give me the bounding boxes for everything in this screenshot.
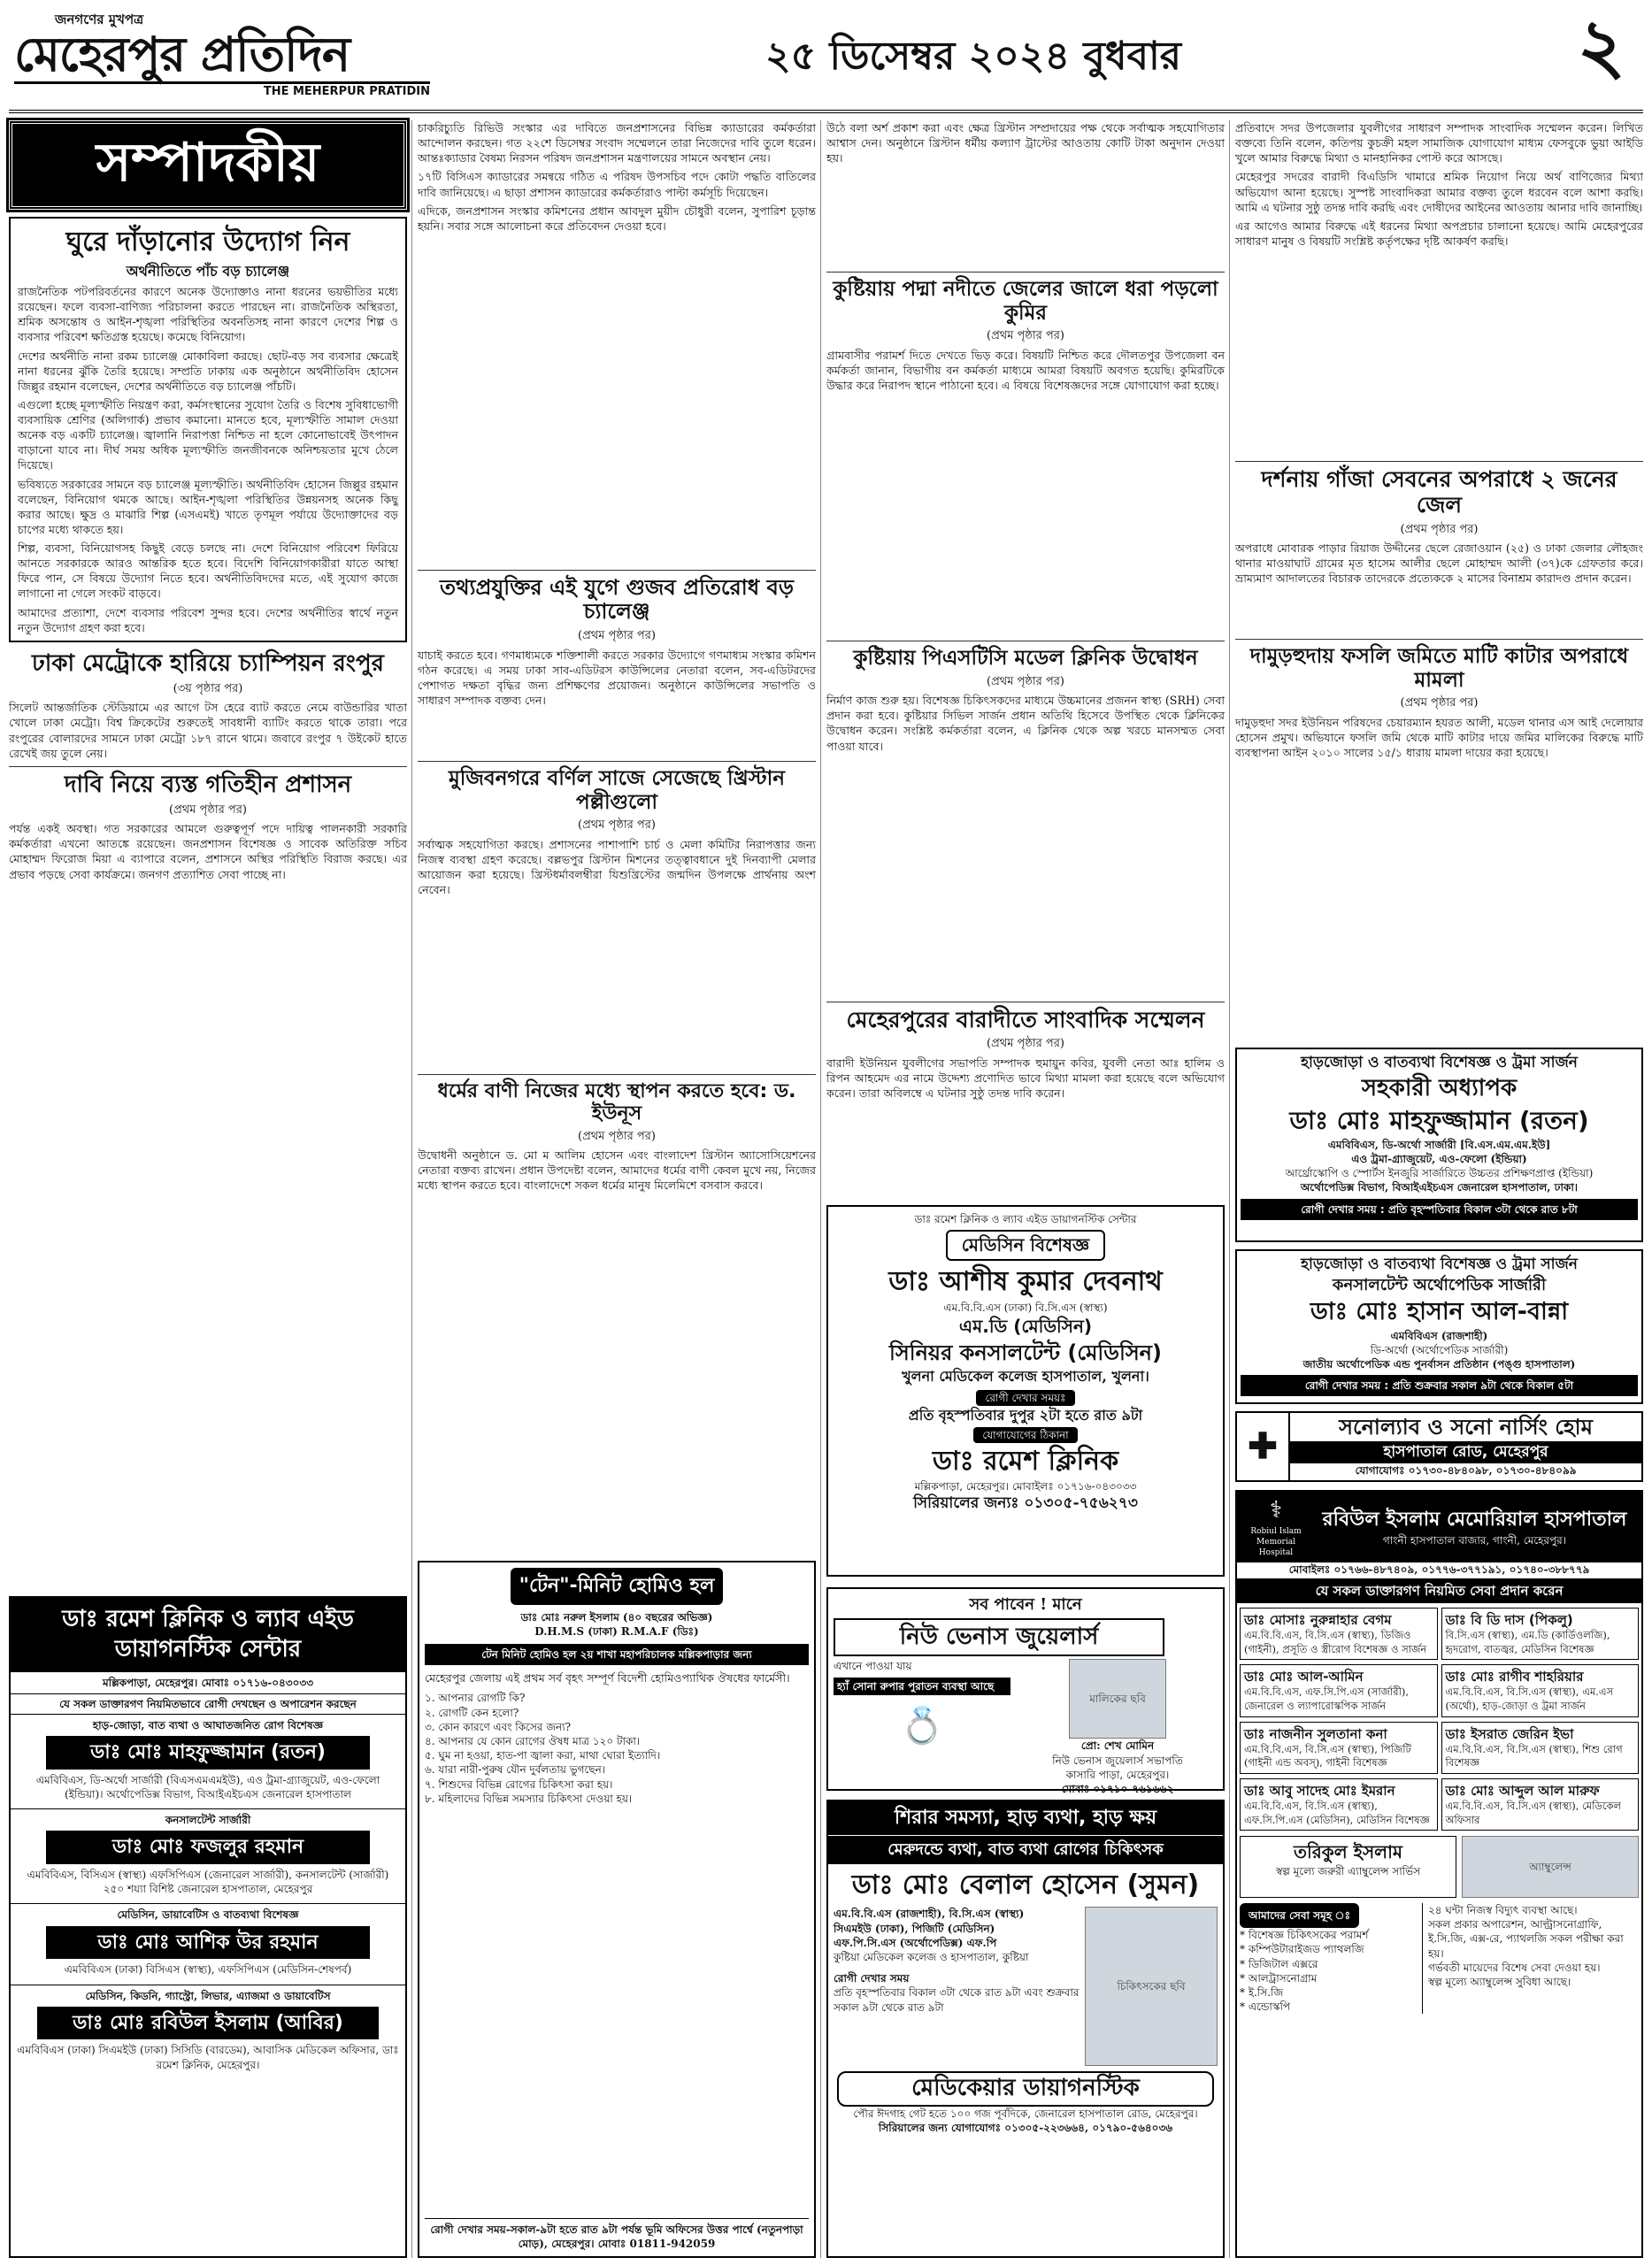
doctor-degree: এম.বি.বি.এস, বি.সি.এস (স্বাস্থ্য), এফ.সি.পি.এস (মেডিসিন), মেডিসিন বিশেষজ্ঞ [1244, 1800, 1430, 1826]
ad-name: সনোল্যাব ও সনো নার্সিং হোম [1339, 1415, 1593, 1440]
owner-photo: মালিকের ছবি [1069, 1659, 1166, 1739]
services-label: আমাদের সেবা সমূহ ঃ [1240, 1903, 1359, 1928]
doctor-name: ডাঃ মোঃ মাহফুজ্জামান (রতন) [46, 1736, 370, 1770]
ad-question-item: ৪. আপনার যে কোন রোগের ঔষধ মাত্র ১২০ টাকা। [425, 1734, 641, 1747]
doctor-name: ডাঃ মোঃ আশিক উর রহমান [46, 1926, 370, 1960]
doctor-card [1441, 1722, 1640, 1774]
doctor-degree: এমবিবিএস, বিসিএস (স্বাস্থ্য) এফসিপিএস (জেনারেল সার্জারী), কনসালটেন্ট (সার্জারী) ২৫০ শয্যা বিশিষ্ট জেনারেল হাসপাতাল, মেহেরপুর [27, 1869, 389, 1896]
doctor-name: ডাঃ নাজনীন সুলতানা কনা [1244, 1725, 1387, 1742]
editorial-banner: সম্পাদকীয় [9, 120, 407, 210]
service-note: গর্ভবতী মায়েদের বিশেষ সেবা দেওয়া হয়। [1428, 1961, 1601, 1974]
hospital-address: গাংনী হাসপাতাল বাজার, গাংনী, মেহেরপুর। [1382, 1533, 1567, 1547]
doctor-card [1240, 1608, 1438, 1660]
ad-line: হ্যাঁ সোনা রুপার পুরাতন ব্যবস্থা আছে [834, 1678, 1010, 1695]
doctor-degree: এম.বি.বি.এস, বি.সি.এস (স্বাস্থ্য), পিজিটি (গাইনী এন্ড অবস্), গাইনী বিশেষজ্ঞ [1244, 1742, 1411, 1770]
doctor-degree: এমবিবিএস (ঢাকা) বিসিএস (স্বাস্থ্য), এফসিপিএস (মেডিসিন-শেষপর্ব) [64, 1963, 352, 1977]
story-body-cadre: এদিকে, জনপ্রশাসন সংস্কার কমিশনের প্রধান আবদুল মুয়ীদ চৌধুরী বলেন, সুপারিশ চূড়ান্ত হয়নি। সবার সঙ্গে আলোচনা করে প্রতিবেদন দেওয়া হবে। [418, 203, 816, 233]
continued-note: (প্রথম পৃষ্ঠার পর) [1400, 522, 1479, 536]
ad-question-item: ৬. যারা নারী-পুরুষ যৌন দুর্বলতায় ভুগছেন। [425, 1763, 606, 1777]
story-body-admin: পর্যন্ত একই অবস্থা। গত সরকারের আমলে গুরুত্বপূর্ণ পদে দায়িত্ব পালনকারী সরকারি কর্মকর্তারা এখনো আতঙ্কে রয়েছেন। জনপ্রশাসন বিশেষজ্ঞ ও সাবেক অতিরিক্ত সচিব মোহাম্মদ ফিরোজ মিয়া এ ব্যাপারে বলেন, প্রশাসনে অস্থির পরিস্থিতি বিরাজ করছে। এর প্রভাব পড়ছে সেবা কার্যক্রমে। জনগণ প্রত্যাশিত সেবা পাচ্ছে না। [9, 822, 407, 881]
service-item: * ডিজিটাল এক্সরে [1240, 1957, 1318, 1970]
doctor-card [1441, 1664, 1640, 1716]
clinic-name: ডাঃ রমেশ ক্লিনিক [932, 1445, 1119, 1477]
ad-footer: রোগী দেখার সময়-সকাল-৯টা হতে রাত ৯টা পর্যন্ত ভূমি অফিসের উত্তর পার্শ্বে (নতুনপাড়া মোড়), মেহেরপুর। মোবাঃ 01811-942059 [425, 2218, 809, 2251]
doctor-degree: অর্থোপেডিক্স বিভাগ, বিআইএইচএস জেনারেল হাসপাতাল, ঢাকা। [1300, 1181, 1579, 1194]
doctor-name: ডাঃ মোঃ বেলাল হোসেন (সুমন) [851, 1869, 1200, 1900]
ad-robiul-hospital [1235, 1490, 1643, 2258]
editorial-paragraph: এগুলো হচ্ছে মূল্যস্ফীতি নিয়ন্ত্রণ করা, কর্মসংস্থানের সুযোগ তৈরি ও বিশেষ সুবিধাভোগী ব্যবসায়িক শ্রেণির (অলিগার্ক) প্রভাব কমানো। মানতে হবে, মূল্যস্ফীতি সামাল দেওয়া অনেক বড় একটি চ্যালেঞ্জ। জ্বালানি নিরাপত্তা নিশ্চিত না হলে কোনোভাবেই উৎপাদন বাড়ানো যাবে না। দীর্ঘ সময় অধিক মূল্যস্ফীতি জনজীবনকে অনিশ্চয়তার মুখে ঠেলে দিয়েছে। [18, 397, 398, 472]
doctor-degree: এম.বি.বি.এস, এফ.সি.পি.এস (সার্জারী), জেনারেল ও ল্যাপারোস্কপিক সার্জন [1244, 1685, 1410, 1712]
ad-bone-doctor [826, 1800, 1225, 2258]
ad-top: হাড়জোড়া ও বাতব্যথা বিশেষজ্ঞ ও ট্রমা সার্জন [1301, 1255, 1578, 1273]
editorial-paragraph: ভবিষ্যতে সরকারের সামনে বড় চ্যালেঞ্জ মূল্যস্ফীতি। অর্থনীতিবিদ হোসেন জিল্লুর রহমান বলেছেন, বিনিয়োগ থমকে আছে। আইন-শৃঙ্খলা পরিস্থিতির উন্নয়নসহ অনেক কিছু করার আছে। ক্ষুদ্র ও মাঝারি শিল্প (এসএমই) খাতে তৃণমূল পর্যায়ে উদ্যোক্তাদের বড় চাপের মধ্যে থাকতে হয়। [18, 477, 398, 536]
editorial-paragraph: রাজনৈতিক পটপরিবর্তনের কারণে অনেক উদ্যোক্তাও নানা ধরনের ভয়ভীতির মধ্যে রয়েছেন। ফলে ব্যবসা-বাণিজ্য পরিচালনা করতে পারছেন না। রাজনৈতিক অস্থিরতা, শ্রমিক অসন্তোষ ও আইন-শৃঙ্খলা পরিস্থিতির অবনতিসহ নানা কারণে দেশের শিল্প ও ব্যবসার পরিবেশ ক্ষতিগ্রস্ত হয়েছে। কমেছে বিনিয়োগ। [18, 285, 398, 344]
ad-top: হাড়জোড়া ও বাতব্যথা বিশেষজ্ঞ ও ট্রমা সার্জন [1301, 1054, 1578, 1071]
service-note: সকল প্রকার অপারেশন, আল্ট্রাসনোগ্রাফি, ই.সি.জি, এক্স-রে, প্যাথলজি সকল পরীক্ষা করা হয়। [1428, 1918, 1624, 1960]
masthead-tagline: জনগণের মুখপত্র [55, 12, 144, 27]
doctor-degree: এম.বি.বি.এস, বি.সি.এস (স্বাস্থ্য), শিশু রোগ বিশেষজ্ঞ [1445, 1742, 1623, 1770]
ad-top: শিরার সমস্যা, হাড় ব্যথা, হাড় ক্ষয় [828, 1801, 1223, 1835]
story-body-top: উঠে বলা অর্শ প্রকাশ করা এবং ক্ষেত্র খ্রিস্টান সম্প্রদায়ের পক্ষ থেকে সর্বাত্মক সহযোগিতার আশ্বাস দেন। অনুষ্ঠানে খ্রিস্টান ধর্মীয় কল্যাণ ট্রাস্টের আওতায় কোটি টাকা অনুদান দেওয়া হয়। [826, 121, 1225, 165]
service-item: * কম্পিউটারাইজড প্যাথলজি [1240, 1943, 1364, 1956]
doctor-card [1240, 1664, 1438, 1716]
doctor-specialty: মেডিসিন, ডায়াবেটিস ও বাতব্যথা বিশেষজ্ঞ [11, 1903, 405, 1922]
ad-specialty: মেডিসিন বিশেষজ্ঞ [946, 1230, 1105, 1261]
doctor-name: ডাঃ আবু সাদেহ মোঃ ইমরান [1244, 1782, 1395, 1799]
services-notes [1422, 1903, 1639, 2014]
ad-ramesh-clinic [9, 1596, 407, 2258]
story-body-cadre: ১৭টি বিসিএস ক্যাডারের সমন্বয়ে গঠিত এ পরিষদ উপসচিব পদে কোটা পদ্ধতি বাতিলের দাবি জানিয়েছে। এ ছাড়া প্রশাসন ক্যাডারের কর্মকর্তারাও পাল্টা কর্মসূচি দিয়েছেন। [418, 170, 816, 199]
column-2 [418, 120, 816, 2258]
doctor-specialty: হাড়-জোড়া, বাত ব্যথা ও আঘাতজনিত রোগ বিশেষজ্ঞ [92, 1718, 324, 1731]
doctor-card [1240, 1778, 1438, 1831]
service-note: ২৪ ঘন্টা নিজস্ব বিদ্যুৎ ব্যবস্থা আছে। [1428, 1904, 1578, 1917]
headline-crocodile: কুষ্টিয়ায় পদ্মা নদীতে জেলের জালে ধরা পড়লো কুমির [833, 278, 1218, 325]
owner-role: নিউ ভেনাস জুয়েলার্স সভাপতি [1052, 1754, 1183, 1767]
contact-label: যোগাযোগের ঠিকানা [973, 1427, 1077, 1443]
doctor-name: ডাঃ মোঃ রবিউল ইসলাম (আবির) [37, 2007, 379, 2040]
story-body-accusation: মেহেরপুর সদরের বারাদী বিএডিসি খামারে শ্রমিক নিয়োগ নিয়ে অর্থ বাণিজ্যের মিথ্যা অভিযোগ আনা হয়েছে। সুস্পষ্ট সাংবাদিকরা আমার বক্তব্য তুলে ধরবেন বলে আশা করছি। আমি এ ঘটনার সুষ্ঠু তদন্ত দাবি করছি এবং দোষীদের আইনের আওতায় আনার দাবি জানাচ্ছি। [1235, 170, 1643, 214]
newspaper-english-name: THE MEHERPUR PRATIDIN [263, 84, 430, 98]
doctor-name: ডাঃ মোঃ হাসান আল-বান্না [1310, 1298, 1569, 1326]
headline-christmas: মুজিবনগরে বর্ণিল সাজে সেজেছে খ্রিস্টান পল্লীগুলো [448, 767, 786, 814]
doctor-name: ডাঃ মোঃ আব্দুল আল মারুফ [1445, 1782, 1600, 1799]
ad-tagline: সব পাবেন ! মানে [969, 1595, 1082, 1614]
doctor-card [1441, 1608, 1640, 1660]
doctor-degree: এমবিবিএস, ডি-অর্থো সার্জারী (বিএসএমএমইউ), এও ট্রমা-গ্র্যাজুয়েট, এও-ফেলো (ইন্ডিয়া)। অর্থোপেডিক্স বিভাগ, বিআইএইচএস জেনারেল হাসপাতাল [35, 1773, 380, 1801]
time-label: রোগী দেখার সময়ঃ [976, 1390, 1074, 1406]
doctor-card [1441, 1778, 1640, 1831]
continued-note: (প্রথম পৃষ্ঠার পর) [987, 329, 1064, 343]
ambulance-image: অ্যাম্বুলেন্স [1462, 1836, 1639, 1898]
ad-doctor: ডাঃ মোঃ নরুল ইসলাম (৪০ বছরের অভিজ্ঞ) [520, 1610, 713, 1624]
hospital-phone: মোবাইলঃ ০১৭৬৬-৪৮৭৪০৯, ০১৭৭৬-৩৭৭১৯১, ০১৭৪০-৩৮৮৭৭৯ [1288, 1562, 1590, 1576]
serial-phone: সিরিয়ালের জন্যঃ ০১৩০৫-৭৫৬২৭৩ [913, 1494, 1138, 1513]
ad-question-item: ৫. ঘুম না হওয়া, হাত-পা জ্বালা করা, মাথা ঘোরা ইত্যাদি। [425, 1749, 661, 1762]
ad-lead: ডাঃ রমেশ ক্লিনিক ও ল্যাব এইড ডায়াগনস্টিক সেন্টার [914, 1213, 1137, 1225]
owner-name: প্রো: শেখ মোমিন [1080, 1739, 1155, 1753]
story-body-christmas: সর্বাত্মক সহযোগিতা করছে। প্রশাসনের পাশাপাশি চার্চ ও মেলা কমিটির নিরাপত্তার জন্য নিজস্ব ব্যবস্থা গ্রহণ করেছে। বল্লভপুর খ্রিস্টান মিশনের তত্ত্বাবধানে দুই দিনব্যাপী মেলার আয়োজন করা হয়েছে। খ্রিস্টধর্মাবলম্বীরা যিশুখ্রিস্টের জন্মদিন উপলক্ষে প্রার্থনায় অংশ নেবেন। [418, 837, 816, 896]
service-item: * ই.সি.জি [1240, 1986, 1284, 2000]
doctor-role: সিনিয়র কনসালটেন্ট (মেডিসিন) [889, 1340, 1162, 1365]
doctor-degree: এমবিবিএস (রাজশাহী) [1390, 1329, 1488, 1342]
ad-title: ডাঃ রমেশ ক্লিনিক ও ল্যাব এইড ডায়াগনস্টিক সেন্টার [11, 1598, 405, 1672]
ad-phone: যোগাযোগঃ ০১৭৩০-৪৮৪০৯৮, ০১৭৩০-৪৮৪০৯৯ [1355, 1464, 1577, 1478]
editorial-paragraph: শিল্প, ব্যবসা, বিনিয়োগসহ কিছুই বেড়ে চলছে না। দেশে বিনিয়োগ পরিবেশ ফিরিয়ে আনতে সরকারকে আরও আন্তরিক হতে হবে। বিদেশি বিনিয়োগকারীরা যাতে আস্থা ফিরে পান, সে বিষয়ে উদ্যোগ নিতে হবে। অর্থনীতিবিদদের মতে, এই সুযোগ কাজে লাগানো না গেলে সংকট বাড়বে। [18, 541, 398, 601]
time-label: রোগী দেখার সময় [834, 1972, 910, 1985]
ad-homeo-hall [418, 1561, 816, 2258]
visit-time: রোগী দেখার সময় : প্রতি শুক্রবার সকাল ৯টা থেকে বিকাল ৫টা [1241, 1375, 1638, 1396]
story-body-crocodile: গ্রামবাসীর পরামর্শ দিতে দেখতে ভিড় করে। বিষয়টি নিশ্চিত করে দৌলতপুর উপজেলা বন কর্মকর্তা জানান, বিভাগীয় বন কর্মকর্তা মাধ্যমে আমরা বিষয়টি অবগত হয়েছি। কুমিরটিকে উদ্ধার করে নিরাপদ স্থানে পাঠানো হবে। এ বিষয়ে বিশেষজ্ঞদের সঙ্গে যোগাযোগ করা হচ্ছে। [826, 348, 1225, 393]
headline-soil: দামুড়হুদায় ফসলি জমিতে মাটি কাটার অপরাধে মামলা [1249, 645, 1629, 692]
editorial-subhead: অর্থনীতিতে পাঁচ বড় চ্যালেঞ্জ [126, 262, 290, 280]
headline-press: মেহেরপুরের বারাদীতে সাংবাদিক সম্মেলন [846, 1006, 1205, 1033]
page-number: ২ [1577, 3, 1625, 89]
ad-title: সহকারী অধ্যাপক [1361, 1074, 1518, 1102]
ad-title: কনসালটেন্ট অর্থোপেডিক সার্জারী [1332, 1275, 1547, 1294]
center-name: মেডিকেয়ার ডায়াগনস্টিক [837, 2071, 1214, 2106]
services-list [1240, 1928, 1417, 2014]
story-body-accusation: এর আগেও আমার বিরুদ্ধে এই ধরনের মিথ্যা অপপ্রচার চালানো হয়েছে। আমি মেহেরপুরের সাধারণ মানুষ ও বিষয়টি সংশ্লিষ্ট কর্তৃপক্ষের দৃষ্টি আকর্ষণ করছি। [1235, 219, 1643, 248]
headline-rumor: তথ্যপ্রযুক্তির এই যুগে গুজব প্রতিরোধ বড় চ্যালেঞ্জ [440, 574, 794, 625]
clinic-address: মল্লিকপাড়া, মেহেরপুর। মোবাইলঃ ০১৭১৬-০৪৩০৩৩ [914, 1480, 1137, 1493]
ad-address: মল্লিকপাড়া, মেহেরপুর। মোবাঃ ০১৭১৬-০৪৩০৩৩ [102, 1676, 314, 1689]
ad-address: হাসপাতাল রোড, মেহেরপুর [1290, 1441, 1641, 1463]
doctor-degree: এফ.পি.সি.এস (অর্থোপেডিক্স) এফ.পি [834, 1936, 997, 1949]
story-body-press: বারাদী ইউনিয়ন যুবলীগের সভাপতি সম্পাদক হুমায়ুন কবির, যুবলী নেতা আঃ হালিম ও রিপন আহমেদ এর নামে উদ্দেশ্য প্রণোদিত ভাবে মিথ্যা মামলা করা হয়েছে বলে অভিযোগ করেন। তারা অবিলম্বে এ ঘটনার সুষ্ঠু তদন্ত দাবি করেন। [826, 1056, 1225, 1101]
headline-ganja: দর্শনায় গাঁজা সেবনের অপরাধে ২ জনের জেল [1261, 466, 1617, 518]
ad-intro: মেহেরপুর জেলায় এই প্রথম সর্ব বৃহৎ সম্পূর্ণ বিদেশী হোমিওপ্যাথিক ঔষধের ফার্মেসী। [425, 1671, 790, 1685]
doctor-degree: এম.বি.বি.এস (রাজশাহী), বি.সি.এস (স্বাস্থ্য) [834, 1908, 1025, 1921]
story-body-cadre: চাকরিচ্যুতি রিভিউ সংস্কার এর দাবিতে জনপ্রশাসনের বিভিন্ন ক্যাডারের কর্মকর্তারা আন্দোলন করছেন। গত ২২শে ডিসেম্বর সংবাদ সম্মেলনে তারা নিজেদের দাবি তুলে ধরেন। আন্তঃক্যাডার বৈষম্য নিরসন পরিষদ জনপ্রশাসন মন্ত্রণালয়ের সামনে অবস্থান নেয়। [418, 121, 816, 165]
ad-question-list [425, 1691, 809, 1806]
visit-time: প্রতি বৃহস্পতিবার বিকাল ৩টা থেকে রাত ৯টা এবং শুক্রবার সকাল ৯টা থেকে রাত ৯টা [834, 1986, 1080, 2014]
doctor-degree: এম.বি.বি.এস, বি.সি.এস (স্বাস্থ্য), ডিজিও (গাইনী), প্রসূতি ও স্ত্রীরোগ বিশেষজ্ঞ ও সার্জন [1244, 1629, 1427, 1655]
story-body-rangpur: সিলেট আন্তর্জাতিক স্টেডিয়ামে এর আগে টস হেরে ব্যাট করতে নেমে বাউন্ডারির খাতা খোলে ঢাকা মেট্রো। বিশ্ব ক্রিকেটের শুরুতেই সাবধানী ব্যাটিং করতে থাকে তারা। পরে রংপুরের বোলারদের সামনে ঢাকা মেট্রো ১৮৭ রানে থামে। জবাবে রংপুর ৭ উইকেট হাতে রেখেই জয় তুলে নেয়। [9, 701, 407, 760]
doctor-grid [1237, 1605, 1641, 1831]
headline-admin: দাবি নিয়ে ব্যস্ত গতিহীন প্রশাসন [64, 771, 352, 798]
column-4 [1235, 120, 1643, 2258]
center-address: পৌর ঈদগাহ গেট হতে ১০০ গজ পূর্বদিকে, জেনারেল হাসপাতাল রোড, মেহেরপুর। [853, 2107, 1198, 2120]
doctor-degree: বি.সি.এস (স্বাস্থ্য), এম.ডি (কার্ডিওলজি), হৃদরোগ, বাতজ্বর, মেডিসিন বিশেষজ্ঞ [1445, 1629, 1610, 1655]
doctor-specialty: মেডিসিন, কিডনি, গ্যাস্ট্রো, লিভার, এ্যাজমা ও ডায়াবেটিস [11, 1985, 405, 2003]
continued-note: (প্রথম পৃষ্ঠার পর) [578, 818, 656, 832]
doctor-degree: আর্থ্রোস্কোপি ও স্পোর্টস ইনজুরি সার্জারিতে উচ্চতর প্রশিক্ষণপ্রাপ্ত (ইন্ডিয়া) [1285, 1167, 1594, 1180]
doctor-degree: জাতীয় অর্থোপেডিক এন্ড পুনর্বাসন প্রতিষ্ঠান (পঙ্গু হাসপাতাল) [1302, 1358, 1576, 1371]
doctor-name: ডাঃ মোঃ রাগীব শাহরিয়ার [1445, 1669, 1584, 1685]
doctor-name: ডাঃ ইসরাত জেরিন ইভা [1445, 1725, 1574, 1742]
ad-question-item: ৮. মহিলাদের বিভিন্ন সমস্যার চিকিৎসা দেওয়া হয়। [425, 1792, 633, 1805]
ambulance-contact: তরিকুল ইসলাম [1293, 1841, 1402, 1863]
service-item: * বিশেষজ্ঞ চিকিৎসকের পরামর্শ [1240, 1929, 1369, 1942]
continued-note: (প্রথম পৃষ্ঠার পর) [578, 629, 656, 643]
continued-note: (প্রথম পৃষ্ঠার পর) [987, 1037, 1064, 1051]
serial-phone: সিরিয়ালের জন্য যোগাযোগঃ ০১৩০৫-২২৩৬৬৪, ০১৭৯০-৫৬৪০৩৬ [878, 2121, 1173, 2134]
hospital-cross-icon: ✚ [1237, 1413, 1290, 1480]
continued-note: (প্রথম পৃষ্ঠার পর) [1400, 696, 1479, 710]
story-body-yunus: উদ্বোধনী অনুষ্ঠানে ড. মো ম আলিম হোসেন এবং বাংলাদেশ খ্রিস্টান অ্যাসোসিয়েশনের নেতারা বক্তব্য রাখেন। প্রধান উপদেষ্টা বলেন, আমাদের ধর্মের বাণী কেবল মুখে নয়, নিজের মধ্যে স্থাপন করতে হবে। বাংলাদেশে সকল ধর্মের মানুষ মিলেমিশে বসবাস করবে। [418, 1148, 816, 1193]
doctor-degree: এও ট্রমা-গ্র্যাজুয়েট, এও-ফেলো (ইন্ডিয়া) [1351, 1153, 1527, 1166]
ad-top2: মেরুদন্ডে ব্যথা, বাত ব্যথা রোগের চিকিৎসক [828, 1835, 1223, 1864]
issue-date: ২৫ ডিসেম্বর ২০২৪ বুধবার [765, 34, 1181, 79]
doctor-degree: সিএমইউ (ঢাকা), পিজিটি (মেডিসিন) [834, 1922, 995, 1935]
headline-clinic: কুষ্টিয়ায় পিএসটিসি মডেল ক্লিনিক উদ্বোধন [853, 647, 1198, 671]
service-item: * আলট্রাসনোগ্রাম [1240, 1971, 1318, 1985]
ad-medicine-specialist [826, 1205, 1225, 1577]
doctor-name: ডাঃ মোসাঃ নুরুন্নাহার বেগম [1244, 1611, 1392, 1628]
doctor-hospital: খুলনা মেডিকেল কলেজ হাসপাতাল, খুলনা। [902, 1368, 1149, 1386]
continued-note: (৩য় পৃষ্ঠার পর) [173, 681, 243, 695]
shop-address: কাসারি পাড়া, মেহেরপুর। [1065, 1768, 1170, 1781]
ad-line: এখানে পাওয়া যায় [834, 1660, 912, 1673]
doctor-degree: এম.বি.বি.এস, বি.সি.এস (স্বাস্থ্য), এম.এস (অর্থো), হাড়-জোড়া ও ট্রমা সার্জন [1445, 1685, 1614, 1712]
story-body-ganja: অপরাধে মোবারক পাড়ার রিয়াজ উদ্দীনের ছেলে রেজাওয়ান (২৫) ও ঢাকা জেলার লৌহজং থানার মাওয়াঘাট গ্রামের মৃত হাসেম আলীর ছেলে মোহাম্মদ আলী (৩৭)কে গ্রেফতার করে। ভ্রাম্যমাণ আদালতের বিচারক তাদেরকে প্রত্যেককে ২ মাসের বিনাশ্রম কারাদণ্ড প্রদান করেন। [1235, 541, 1643, 586]
column-editorial [9, 120, 407, 2258]
doctor-degree: এম.বি.বি.এস (ঢাকা) বি.সি.এস (স্বাস্থ্য) [943, 1301, 1108, 1314]
service-note: স্বল্প মূল্যে অ্যাম্বুলেন্স সুবিধা আছে। [1428, 1976, 1571, 1989]
ad-question-item: ২. রোগটি কেন হলো? [425, 1706, 519, 1719]
doctor-card [1240, 1722, 1438, 1774]
doctor-name: ডাঃ আশীষ কুমার দেবনাথ [888, 1266, 1163, 1298]
newspaper-logo [14, 11, 430, 104]
doctor-degree: ডি-অর্থো (অর্থোপেডিক সার্জারী) [1370, 1343, 1509, 1356]
ad-highlight: টেন মিনিট হোমিও হল ২য় শাখা মহাপরিচালক মল্লিকপাড়ার জন্য [425, 1644, 809, 1665]
visit-time: রোগী দেখার সময় : প্রতি বৃহস্পতিবার বিকাল ৩টা থেকে রাত ৮টা [1241, 1199, 1638, 1220]
editorial-headline: ঘুরে দাঁড়ানোর উদ্যোগ নিন [65, 226, 350, 257]
ad-title: "টেন"-মিনিট হোমিও হল [511, 1568, 724, 1605]
doctor-name: ডাঃ মোঃ ফজলুর রহমান [46, 1831, 370, 1864]
ad-ortho-mahfuz [1235, 1048, 1643, 1242]
ad-question-item: ৩. কোন কারণে এবং কিসের জন্য? [425, 1720, 572, 1733]
doctor-degree: এম.ডি (মেডিসিন) [958, 1315, 1093, 1337]
ad-sonolab [1235, 1411, 1643, 1482]
doctor-photo: চিকিৎসকের ছবি [1085, 1907, 1218, 2066]
ad-shop-name: নিউ ভেনাস জুয়েলার্স [834, 1618, 1164, 1656]
ambulance-note: স্বল্প মূল্যে জরুরী এ্যাম্বুলেন্স সার্ভিস [1275, 1865, 1421, 1878]
ad-notice: যে সকল ডাক্তারগণ নিয়মিতভাবে রোগী দেখছেন ও অপারেশন করছেন [11, 1693, 405, 1715]
story-body-clinic: নির্মাণ কাজ শুরু হয়। বিশেষজ্ঞ চিকিৎসকদের মাধ্যমে উচ্চমানের প্রজনন স্বাস্থ্য (SRH) সেবা প্রদান করা হবে। কুষ্টিয়ার সিভিল সার্জন প্রধান অতিথি হিসেবে উপস্থিত থেকে ক্লিনিকের উদ্বোধন করেন। সংশ্লিষ্ট কর্মকর্তারা বলেন, এ ক্লিনিক থেকে অল্প খরচে মানসম্মত সেবা পাওয়া যাবে। [826, 694, 1225, 753]
continued-note: (প্রথম পৃষ্ঠার পর) [578, 1129, 656, 1143]
doctor-specialty: কনসালটেন্ট সার্জারী [11, 1808, 405, 1827]
editorial-paragraph: আমাদের প্রত্যাশা, দেশে ব্যবসার পরিবেশ সুন্দর হবে। দেশের অর্থনীতির স্বার্থে নতুন নতুন উদ্যোগ গ্রহণ করা হবে। [18, 605, 398, 634]
story-body-soil: দামুড়হুদা সদর ইউনিয়ন পরিষদের চেয়ারম্যান হযরত আলী, মডেল থানার এস আই দেলোয়ার হোসেন প্রমুখ। অভিযানে ফসলি জমি থেকে মাটি কাটার দায়ে জমির মালিকের বিরুদ্ধে মাটি ব্যবস্থাপনা আইন ২০১০ সালের ১৫/১ ধারায় মামলা দায়ের করা হয়েছে। [1235, 715, 1643, 760]
ad-question-item: ১. আপনার রোগটি কি? [425, 1692, 526, 1705]
story-body-accusation: প্রতিবাদে সদর উপজেলার যুবলীগের সাধারণ সম্পাদক সাংবাদিক সম্মেলন করেন। লিখিত বক্তব্যে তিনি বলেন, কতিপয় কুচক্রী মহল সামাজিক যোগাযোগ মাধ্যম ফেসবুকে ভুয়া আইডি খুলে আমার বিরুদ্ধে মিথ্যা ও মানহানিকর পোস্ট করে আসছে। [1235, 121, 1643, 165]
doctor-hospital: কুষ্টিয়া মেডিকেল কলেজ ও হাসপাতাল, কুষ্টিয়া [834, 1951, 1029, 1964]
masthead [9, 3, 1643, 113]
service-item: * এন্ডোস্কপি [1240, 2000, 1291, 2014]
doctor-degree: এমবিবিএস, ডি-অর্থো সার্জারী [বি.এস.এম.এম.ইউ] [1327, 1138, 1551, 1151]
continued-note: (প্রথম পৃষ্ঠার পর) [169, 802, 247, 817]
doctor-name: ডাঃ মোঃ আল-আমিন [1244, 1669, 1364, 1685]
newspaper-name: মেহেরপুর প্রতিদিন [14, 28, 430, 83]
headline-rangpur: ঢাকা মেট্রোকে হারিয়ে চ্যাম্পিয়ন রংপুর [32, 649, 384, 677]
hospital-name: রবিউল ইসলাম মেমোরিয়াল হাসপাতাল [1322, 1508, 1627, 1531]
editorial-box [9, 217, 407, 642]
doctor-degree: এম.বি.বি.এস, বি.সি.এস (স্বাস্থ্য), মেডিকেল অফিসার [1445, 1800, 1622, 1826]
ad-ortho-hasan [1235, 1249, 1643, 1404]
editorial-paragraph: দেশের অর্থনীতি নানা রকম চ্যালেঞ্জ মোকাবিলা করছে। ছোট-বড় সব ব্যবসার ক্ষেত্রেই নানা ধরনের ঝুঁকি তৈরি হয়েছে। সম্প্রতি ঢাকায় এক অনুষ্ঠানে অর্থনীতিবিদ হোসেন জিল্লুর রহমান বলেছেন, দেশের অর্থনীতিতে বড় চ্যালেঞ্জ পাঁচটি। [18, 349, 398, 393]
jewellery-icon: 💍 [900, 1705, 944, 1747]
headline-yunus: ধর্মের বাণী নিজের মধ্যে স্থাপন করতে হবে: ড. ইউনূস [437, 1080, 796, 1125]
shop-phone: মোবাঃ ০১৭১০-৭৬১৬৬২ [1061, 1782, 1174, 1795]
doctor-degree: এমবিবিএস (ঢাকা) সিএমইউ (ঢাকা) সিসিডি (বারডেম), আবাসিক মেডিকেল অফিসার, ডাঃ রমেশ ক্লিনিক, মেহেরপুর। [17, 2044, 399, 2071]
doctor-name: ডাঃ মোঃ মাহফুজ্জামান (রতন) [1289, 1106, 1589, 1136]
hospital-notice: যে সকল ডাক্তারগণ নিয়মিত সেবা প্রদান করেন [1237, 1578, 1641, 1603]
ad-jewellers [826, 1587, 1225, 1795]
doctor-name: ডাঃ বি ডি দাস (পিকলু) [1445, 1611, 1573, 1628]
column-3 [826, 120, 1225, 2258]
ad-degree: D.H.M.S (ঢাকা) R.M.A.F (ডিঃ) [534, 1624, 699, 1638]
continued-note: (প্রথম পৃষ্ঠার পর) [987, 674, 1064, 688]
ad-question-item: ৭. শিশুদের বিভিন্ন রোগের চিকিৎসা করা হয়। [425, 1777, 613, 1791]
story-body-rumor: যাচাই করতে হবে। গণমাধ্যমকে শক্তিশালী করতে সরকার উদ্যোগে গণমাধ্যম সংস্কার কমিশন গঠন করেছে। এ সময় ঢাকা সাব-এডিটরস কাউন্সিলের নেতারা বলেন, সব-এডিটরদের পেশাগত দক্ষতা বৃদ্ধির জন্য প্রশিক্ষণের প্রয়োজন। অনুষ্ঠানে কাউন্সিলের সভাপতি ও সাধারণ সম্পাদক বক্তব্য দেন। [418, 648, 816, 707]
visit-time: প্রতি বৃহস্পতিবার দুপুর ২টা হতে রাত ৯টা [908, 1407, 1143, 1424]
hospital-logo: ⚕ Robiul Islam Memorial Hospital [1250, 1497, 1302, 1558]
